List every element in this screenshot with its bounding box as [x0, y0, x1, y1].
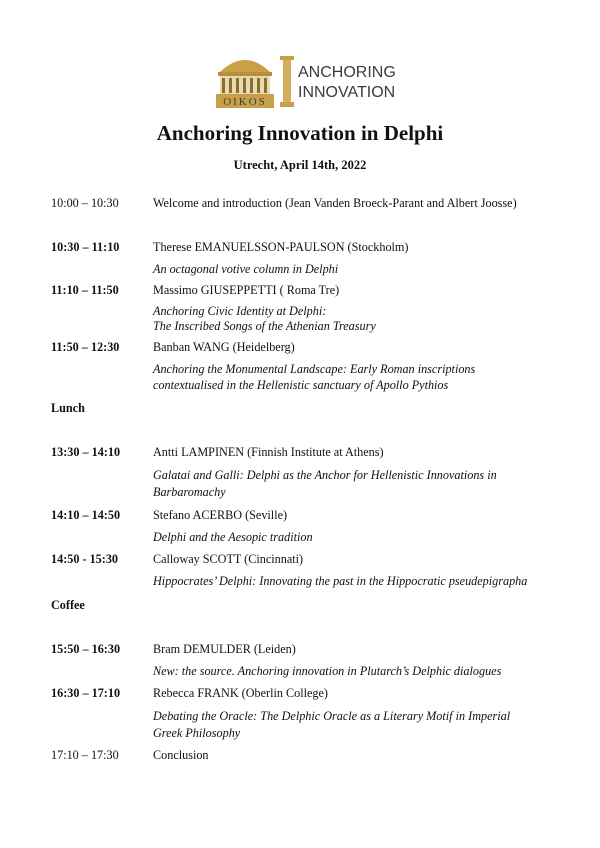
session-speaker: Stefano ACERBO (Seville)	[153, 508, 288, 522]
session-speaker: Calloway SCOTT (Cincinnati)	[153, 552, 304, 566]
talk-title: Anchoring Civic Identity at Delphi:	[153, 304, 327, 318]
talk-row	[0, 317, 600, 335]
page-subtitle: Utrecht, April 14th, 2022	[233, 158, 367, 172]
svg-text:INNOVATION: INNOVATION	[298, 84, 396, 101]
schedule-row	[0, 338, 600, 356]
session-time: 17:10 – 17:30	[51, 748, 119, 762]
session-speaker: Bram DEMULDER (Leiden)	[153, 642, 296, 656]
schedule-row	[0, 684, 600, 702]
break-row	[0, 596, 600, 614]
temple-dome-icon	[220, 60, 270, 72]
schedule-row	[0, 506, 600, 524]
talk-row	[0, 376, 600, 394]
session-time: 14:10 – 14:50	[51, 508, 121, 522]
talk-row	[0, 528, 600, 546]
session-speaker: Welcome and introduction (Jean Vanden Broeck-Parant and Albert Joosse)	[153, 196, 517, 210]
session-time: 13:30 – 14:10	[51, 445, 121, 459]
session-time: 10:00 – 10:30	[51, 196, 119, 210]
talk-title: New: the source. Anchoring innovation in Plutarch’s Delphic dialogues	[153, 664, 502, 678]
coffee-break: Coffee	[51, 598, 85, 612]
talk-title-cont: The Inscribed Songs of the Athenian Treasury	[153, 319, 376, 333]
talk-title: Delphi and the Aesopic tradition	[153, 530, 313, 544]
talk-row	[0, 483, 600, 501]
talk-row	[0, 662, 600, 680]
session-speaker: Antti LAMPINEN (Finnish Institute at Athens)	[153, 445, 384, 459]
page-title: Anchoring Innovation in Delphi	[156, 121, 444, 145]
session-time: 14:50 - 15:30	[51, 552, 119, 566]
schedule-row	[0, 238, 600, 256]
session-time: 16:30 – 17:10	[51, 686, 121, 700]
talk-row	[0, 466, 600, 484]
schedule-row	[0, 746, 600, 764]
talk-title: Anchoring the Monumental Landscape: Early Roman inscriptions	[153, 362, 476, 376]
schedule-row	[0, 550, 600, 568]
talk-title-cont: Barbaromachy	[153, 485, 226, 499]
svg-text:ANCHORING: ANCHORING	[298, 64, 396, 81]
session-speaker: Massimo GIUSEPPETTI ( Roma Tre)	[153, 283, 340, 297]
logo-graphic	[200, 50, 400, 110]
session-time: 11:50 – 12:30	[51, 340, 120, 354]
talk-row	[0, 572, 600, 590]
talk-title-cont: contextualised in the Hellenistic sanctuary of Apollo Pythios	[153, 378, 449, 392]
session-time: 10:30 – 11:10	[51, 240, 120, 254]
schedule-row	[0, 640, 600, 658]
talk-title: Hippocrates’ Delphi: Innovating the past in the Hippocratic pseudepigrapha	[153, 574, 528, 588]
talk-row	[0, 260, 600, 278]
talk-title: Debating the Oracle: The Delphic Oracle as a Literary Motif in Imperial	[153, 709, 511, 723]
talk-title-cont: Greek Philosophy	[153, 726, 241, 740]
talk-row	[0, 707, 600, 725]
schedule-row	[0, 194, 600, 212]
talk-row	[0, 724, 600, 742]
talk-title: An octagonal votive column in Delphi	[153, 262, 339, 276]
break-row	[0, 399, 600, 417]
schedule-row	[0, 443, 600, 461]
session-time: 15:50 – 16:30	[51, 642, 121, 656]
schedule-row	[0, 281, 600, 299]
session-speaker: Conclusion	[153, 748, 209, 762]
session-speaker: Therese EMANUELSSON-PAULSON (Stockholm)	[153, 240, 409, 254]
session-speaker: Rebecca FRANK (Oberlin College)	[153, 686, 328, 700]
session-time: 11:10 – 11:50	[51, 283, 119, 297]
session-speaker: Banban WANG (Heidelberg)	[153, 340, 295, 354]
logo	[0, 50, 600, 110]
svg-text:OIKOS: OIKOS	[223, 96, 267, 108]
column-icon	[280, 56, 294, 60]
talk-title: Galatai and Galli: Delphi as the Anchor for Hellenistic Innovations in	[153, 468, 497, 482]
lunch-break: Lunch	[51, 401, 85, 415]
